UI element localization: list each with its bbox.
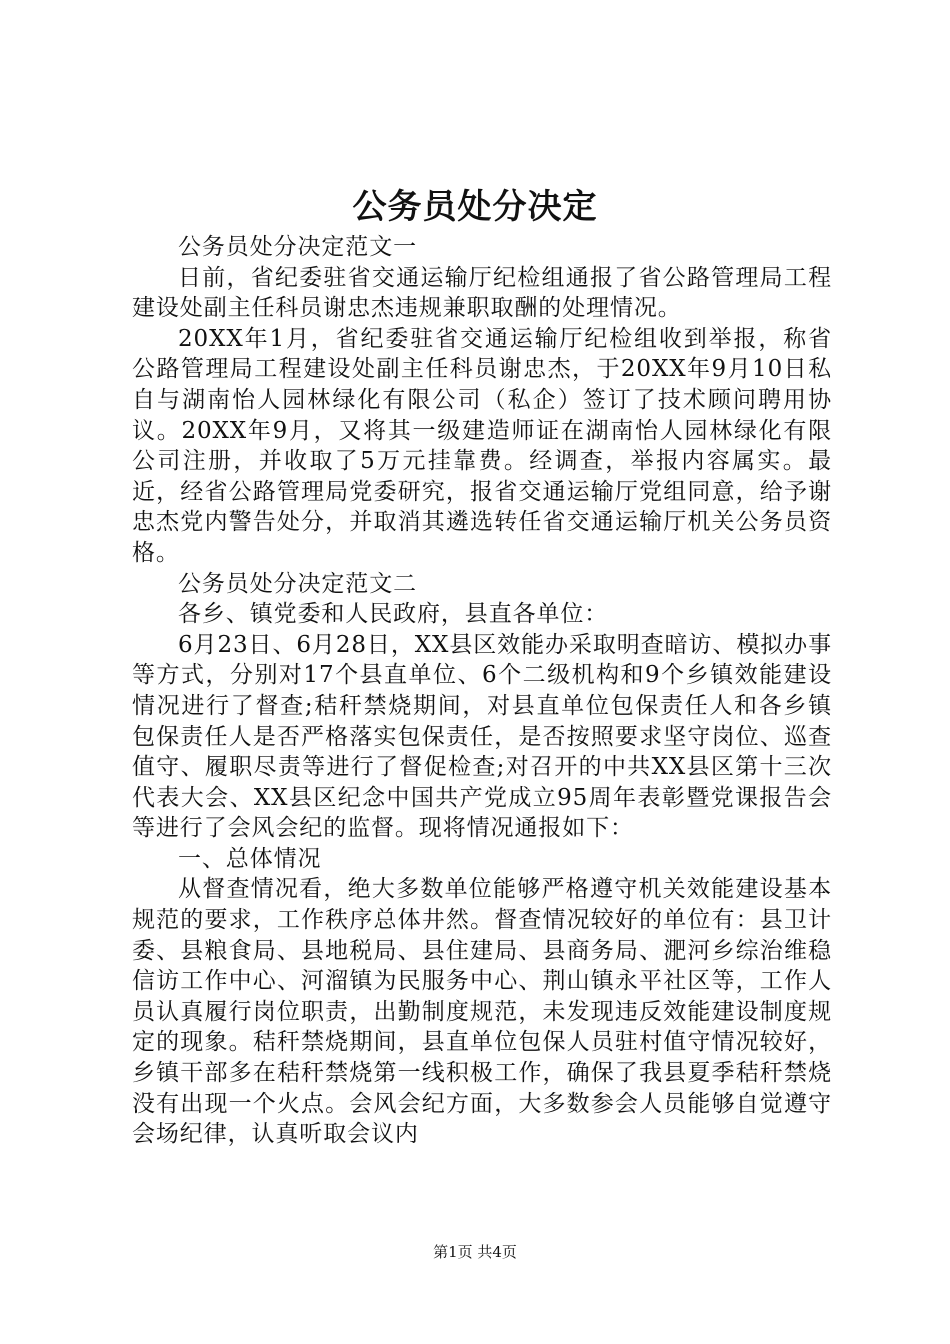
paragraph-section-heading: 一、总体情况	[178, 845, 322, 872]
paragraph-inspection-summary: 6月23日、6月28日，XX县区效能办采取明查暗访、模拟办事等方式，分别对17个县直单位、6个二级机构和9个乡镇效能建设情况进行了督查;秸秆禁烧期间，对县直单位包保责任人和各乡镇包保责任人是否严格落实包保责任，是否按照要求坚守岗位、巡查值守、履职尽责等进行了督促检查;对召开的中共XX县区第十三次代表大会、XX县区纪念中国共产党成立95周年表彰暨党课报告会等进行了会风会纪的监督。现将情况通报如下：	[132, 631, 832, 842]
paragraph-intro: 日前，省纪委驻省交通运输厅纪检组通报了省公路管理局工程建设处副主任科员谢忠杰违规兼职取酬的处理情况。	[132, 264, 832, 322]
paragraph-case-details: 20XX年1月，省纪委驻省交通运输厅纪检组收到举报，称省公路管理局工程建设处副主任科员谢忠杰，于20XX年9月10日私自与湖南怡人园林绿化有限公司（私企）签订了技术顾问聘用协议。20XX年9月，又将其一级建造师证在湖南怡人园林绿化有限公司注册，并收取了5万元挂靠费。经调查，举报内容属实。最近，经省公路管理局党委研究，报省交通运输厅党组同意，给予谢忠杰党内警告处分，并取消其遴选转任省交通运输厅机关公务员资格。	[132, 325, 832, 566]
paragraph-salutation: 各乡、镇党委和人民政府，县直各单位：	[178, 601, 609, 628]
page-number: 第1页	[433, 1243, 473, 1261]
paragraph-heading-sample-1: 公务员处分决定范文一	[178, 234, 417, 260]
document-body	[132, 232, 832, 1150]
page-footer	[0, 1242, 950, 1262]
paragraph-heading-sample-2: 公务员处分决定范文二	[178, 570, 417, 597]
paragraph-overall-situation: 从督查情况看，绝大多数单位能够严格遵守机关效能建设基本规范的要求，工作秩序总体井然。督查情况较好的单位有：县卫计委、县粮食局、县地税局、县住建局、县商务局、淝河乡综治维稳信访工作中心、河溜镇为民服务中心、荆山镇永平社区等，工作人员认真履行岗位职责，出勤制度规范，未发现违反效能建设制度规定的现象。秸秆禁烧期间，县直单位包保人员驻村值守情况较好，乡镇干部多在秸秆禁烧第一线积极工作，确保了我县夏季秸秆禁烧没有出现一个火点。会风会纪方面，大多数参会人员能够自觉遵守会场纪律，认真听取会议内	[132, 876, 832, 1148]
document-title: 公务员处分决定	[352, 187, 598, 227]
page-total: 共4页	[477, 1243, 517, 1261]
